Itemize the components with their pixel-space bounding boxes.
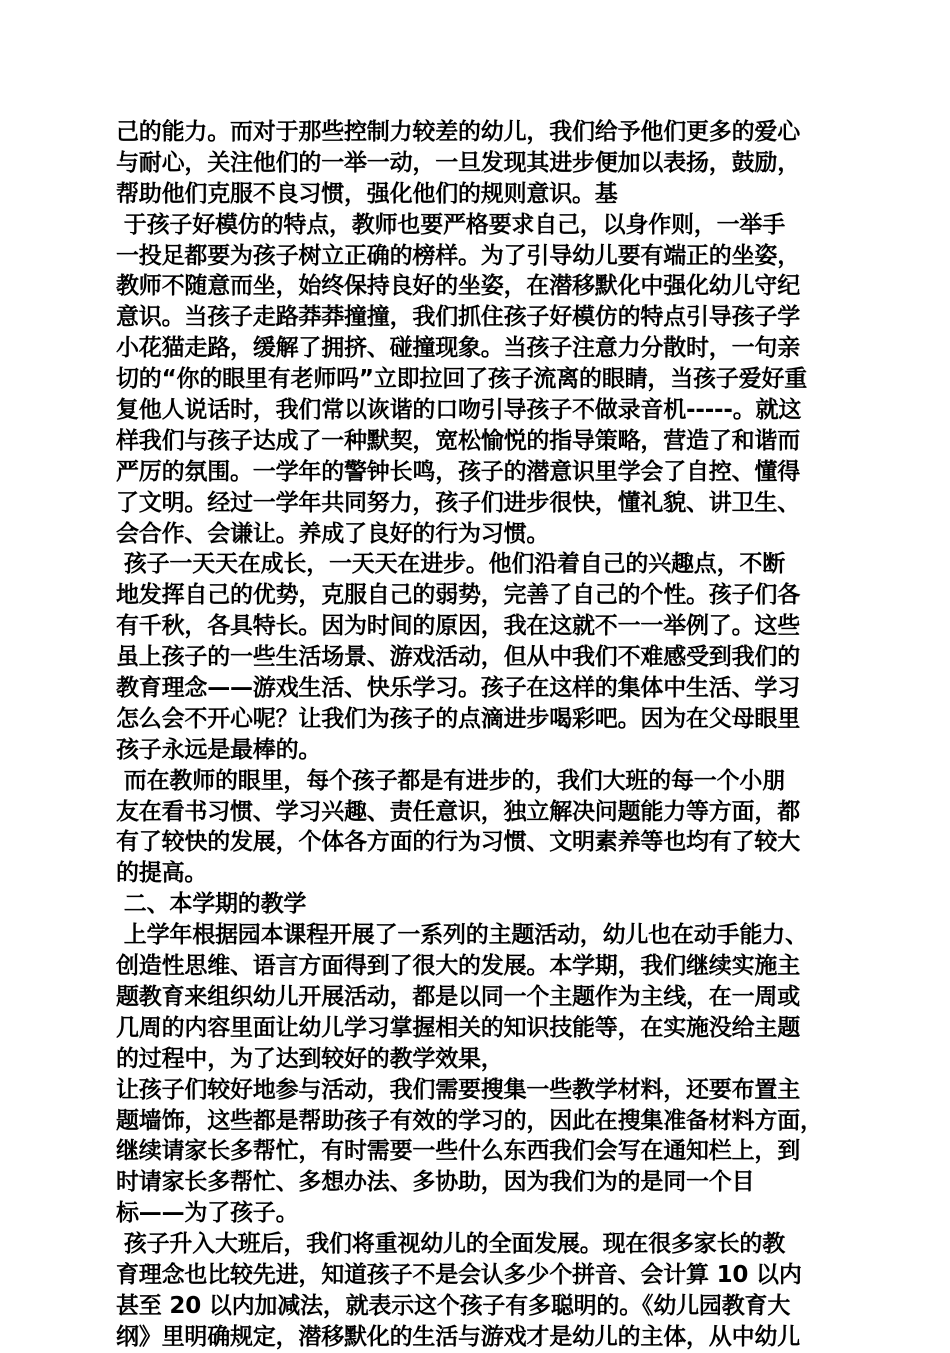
text-line: 题墙饰，这些都是帮助孩子有效的学习的，因此在搜集准备材料方面， xyxy=(116,1107,823,1134)
text-line: 孩子一天天在成长，一天天在进步。他们沿着自己的兴趣点，不断 xyxy=(116,551,786,578)
text-line: 于孩子好模仿的特点，教师也要严格要求自己，以身作则，一举手 xyxy=(116,211,786,238)
text-line: 而在教师的眼里，每个孩子都是有进步的，我们大班的每一个小朋 xyxy=(116,767,786,794)
text-line: 虽上孩子的一些生活场景、游戏活动，但从中我们不难感受到我们的 xyxy=(116,644,801,671)
text-line: 育理念也比较先进，知道孩子不是会认多少个拼音、会计算 10 以内 xyxy=(116,1261,802,1288)
text-line: 帮助他们克服不良习惯，强化他们的规则意识。基 xyxy=(116,180,618,207)
text-line: 甚至 20 以内加减法，就表示这个孩子有多聪明的。《幼儿园教育大 xyxy=(116,1292,791,1319)
text-line: 一投足都要为孩子树立正确的榜样。为了引导幼儿要有端正的坐姿， xyxy=(116,242,801,269)
text-line: 题教育来组织幼儿开展活动，都是以同一个主题作为主线，在一周或 xyxy=(116,983,801,1010)
text-line: 让孩子们较好地参与活动，我们需要搜集一些教学材料，还要布置主 xyxy=(116,1076,801,1103)
text-line: 标——为了孩子。 xyxy=(116,1200,299,1227)
text-line: 创造性思维、语言方面得到了很大的发展。本学期，我们继续实施主 xyxy=(116,953,801,980)
text-line: 有千秋，各具特长。因为时间的原因，我在这就不一一举例了。这些 xyxy=(116,613,801,640)
text-line: 纲》里明确规定，潜移默化的生活与游戏才是幼儿的主体，从中幼儿 xyxy=(116,1323,801,1350)
text-line: 地发挥自己的优势，克服自己的弱势，完善了自己的个性。孩子们各 xyxy=(116,582,801,609)
text-line: 上学年根据园本课程开展了一系列的主题活动，幼儿也在动手能力、 xyxy=(116,922,808,949)
text-line: 了文明。经过一学年共同努力，孩子们进步很快，懂礼貌、讲卫生、 xyxy=(116,489,801,516)
text-line: 严厉的氛围。一学年的警钟长鸣，孩子的潜意识里学会了自控、懂得 xyxy=(116,458,801,485)
text-line: 二、本学期的教学 xyxy=(116,891,307,918)
text-line: 的提高。 xyxy=(116,860,208,887)
text-line: 会合作、会谦让。养成了良好的行为习惯。 xyxy=(116,520,550,547)
text-line: 与耐心，关注他们的一举一动，一旦发现其进步便加以表扬，鼓励， xyxy=(116,149,801,176)
text-line: 意识。当孩子走路莽莽撞撞，我们抓住孩子好模仿的特点引导孩子学 xyxy=(116,304,801,331)
text-line: 继续请家长多帮忙，有时需要一些什么东西我们会写在通知栏上，到 xyxy=(116,1138,801,1165)
text-line: 怎么会不开心呢？让我们为孩子的点滴进步喝彩吧。因为在父母眼里 xyxy=(116,705,801,732)
document-body xyxy=(116,117,842,1353)
text-line: 切的“你的眼里有老师吗”立即拉回了孩子流离的眼睛，当孩子爱好重 xyxy=(116,366,808,393)
text-line: 复他人说话时，我们常以诙谐的口吻引导孩子不做录音机-----。就这 xyxy=(116,397,802,424)
text-line: 教育理念——游戏生活、快乐学习。孩子在这样的集体中生活、学习 xyxy=(116,675,801,702)
text-line: 小花猫走路，缓解了拥挤、碰撞现象。当孩子注意力分散时，一句亲 xyxy=(116,335,801,362)
text-line: 友在看书习惯、学习兴趣、责任意识，独立解决问题能力等方面，都 xyxy=(116,798,801,825)
text-line: 己的能力。而对于那些控制力较差的幼儿，我们给予他们更多的爱心 xyxy=(116,119,801,145)
text-line: 孩子升入大班后，我们将重视幼儿的全面发展。现在很多家长的教 xyxy=(116,1231,786,1258)
text-line: 教师不随意而坐，始终保持良好的坐姿，在潜移默化中强化幼儿守纪 xyxy=(116,273,801,300)
text-line: 几周的内容里面让幼儿学习掌握相关的知识技能等，在实施没给主题 xyxy=(116,1014,801,1041)
text-line: 孩子永远是最棒的。 xyxy=(116,736,322,763)
text-line: 样我们与孩子达成了一种默契，宽松愉悦的指导策略，营造了和谐而 xyxy=(116,427,801,454)
text-line: 有了较快的发展，个体各方面的行为习惯、文明素养等也均有了较大 xyxy=(116,829,801,856)
text-line: 时请家长多帮忙、多想办法、多协助，因为我们为的是同一个目 xyxy=(116,1169,755,1196)
text-line: 的过程中，为了达到较好的教学效果， xyxy=(116,1045,504,1072)
